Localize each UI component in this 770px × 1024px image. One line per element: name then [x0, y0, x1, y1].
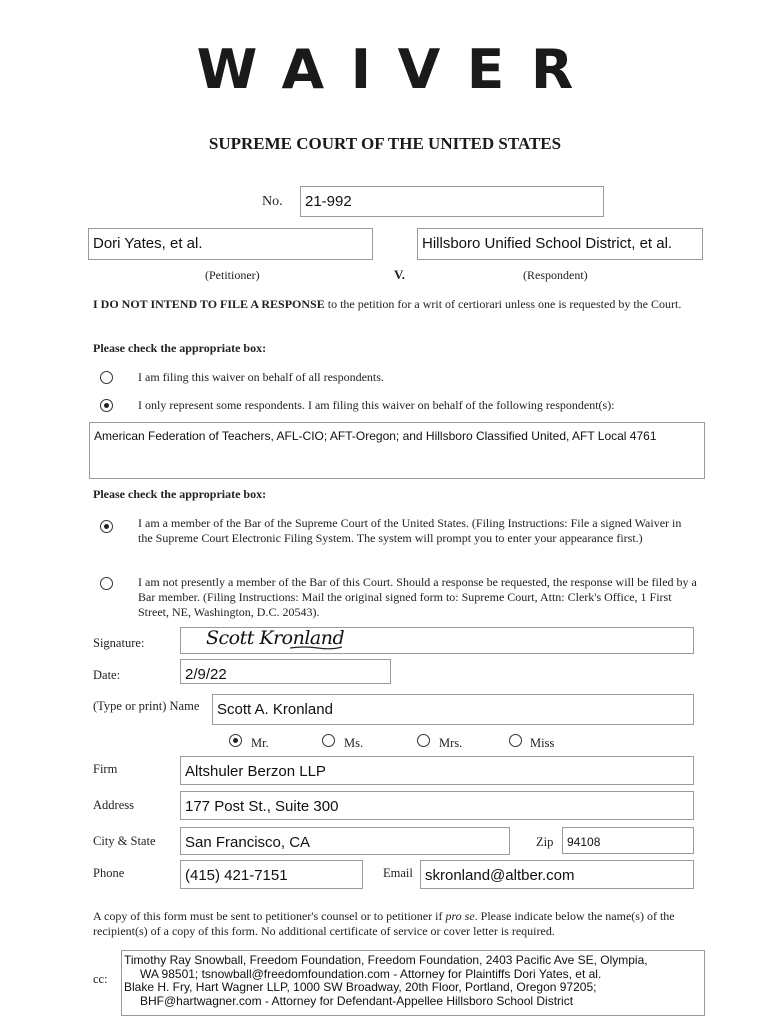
option-some-label: I only represent some respondents. I am filing this waiver on behalf of the following respondent(s): — [138, 398, 615, 412]
zip-field[interactable]: 94108 — [562, 827, 694, 854]
court-name: SUPREME COURT OF THE UNITED STATES — [208, 134, 562, 153]
name-label: (Type or print) Name — [93, 699, 200, 713]
versus-label: V. — [394, 267, 405, 282]
email-field[interactable]: skronland@altber.com — [420, 860, 694, 889]
address-label: Address — [93, 798, 134, 812]
petitioner-label: (Petitioner) — [205, 268, 260, 282]
petitioner-field[interactable]: Dori Yates, et al. — [88, 228, 373, 260]
firm-label: Firm — [93, 762, 118, 776]
respondent-field[interactable]: Hillsboro Unified School District, et al. — [417, 228, 703, 260]
radio-ms[interactable] — [322, 734, 335, 747]
respondent-label: (Respondent) — [523, 268, 588, 282]
copy-notice-part-1: A copy of this form must be sent to petitioner's counsel or to petitioner if — [93, 909, 446, 923]
firm-field[interactable]: Altshuler Berzon LLP — [180, 756, 694, 785]
date-field[interactable]: 2/9/22 — [180, 659, 391, 684]
zip-label: Zip — [536, 835, 554, 849]
cc-line-4: BHF@hartwagner.com - Attorney for Defendant-Appellee Hillsboro School District — [140, 993, 574, 1008]
phone-field[interactable]: (415) 421-7151 — [180, 860, 363, 889]
cc-field[interactable] — [121, 950, 705, 1016]
option-all-label: I am filing this waiver on behalf of all respondents. — [138, 370, 384, 384]
copy-notice — [93, 909, 703, 939]
form-title: WAIVER — [196, 38, 600, 101]
case-no-label: No. — [262, 194, 283, 209]
intent-rest: to the petition for a writ of certiorari unless one is requested by the Court. — [324, 297, 682, 311]
title-ms-label: Ms. — [344, 736, 364, 750]
signature-label: Signature: — [93, 636, 145, 650]
phone-label: Phone — [93, 866, 125, 880]
cc-line-3: Blake H. Fry, Hart Wagner LLP, 1000 SW Broadway, 20th Floor, Portland, Oregon 97205; — [124, 980, 597, 994]
title-mr-label: Mr. — [251, 736, 269, 750]
radio-some-respondents[interactable] — [100, 399, 113, 412]
option-not-member-label: I am not presently a member of the Bar of this Court. Should a response be requested, the response will be filed by a Bar member. (Filing Instructions: Mail the original signed form to: Supreme Court, Attn: Clerk's Office, 1 First Street, NE, Washington, D.C. 20543). — [138, 575, 697, 619]
intent-bold: I DO NOT INTEND TO FILE A RESPONSE — [93, 297, 325, 311]
name-field[interactable]: Scott A. Kronland — [212, 694, 694, 725]
radio-bar-member[interactable] — [100, 520, 113, 533]
cc-line-1: Timothy Ray Snowball, Freedom Foundation, Freedom Foundation, 2403 Pacific Ave SE, Olympia, — [124, 953, 648, 967]
cc-line-2: WA 98501; tsnowball@freedomfoundation.com - Attorney for Plaintiffs Dori Yates, et al. — [140, 966, 602, 981]
title-miss-label: Miss — [530, 736, 555, 750]
date-label: Date: — [93, 668, 121, 682]
signature-underline — [290, 645, 342, 651]
email-label: Email — [383, 866, 413, 880]
radio-all-respondents[interactable] — [100, 371, 113, 384]
cc-label: cc: — [93, 972, 108, 986]
title-mrs-label: Mrs. — [439, 736, 463, 750]
signature-handwritten: Scott Kronland — [206, 627, 345, 649]
city-field[interactable]: San Francisco, CA — [180, 827, 510, 855]
city-label: City & State — [93, 834, 156, 848]
radio-miss[interactable] — [509, 734, 522, 747]
radio-not-member[interactable] — [100, 577, 113, 590]
copy-notice-part-2: . Please indicate below the name(s) of the recipient(s) of a copy of this form. No additional certificate of service or cover letter is required. — [93, 909, 675, 938]
radio-mrs[interactable] — [417, 734, 430, 747]
radio-mr[interactable] — [229, 734, 242, 747]
copy-notice-prose: pro se — [445, 909, 475, 923]
intent-statement — [93, 297, 703, 312]
check-heading-2: Please check the appropriate box: — [93, 487, 267, 501]
check-heading-1: Please check the appropriate box: — [93, 341, 267, 355]
respondents-list-field[interactable]: American Federation of Teachers, AFL-CIO; AFT-Oregon; and Hillsboro Classified United, AFT Local 4761 — [89, 422, 705, 479]
option-bar-member-label: I am a member of the Bar of the Supreme Court of the United States. (Filing Instructions: File a signed Waiver in the Supreme Court Electronic Filing System. The system will prompt you to enter your appearance first.) — [138, 516, 682, 545]
case-no-field[interactable]: 21-992 — [300, 186, 604, 217]
address-field[interactable]: 177 Post St., Suite 300 — [180, 791, 694, 820]
